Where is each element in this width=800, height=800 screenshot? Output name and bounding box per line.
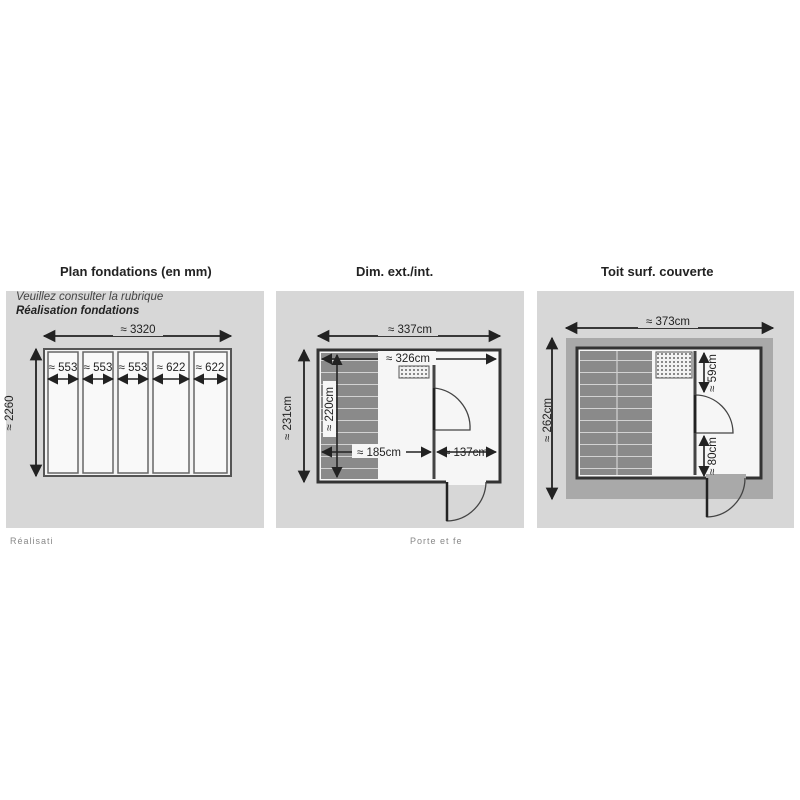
foundation-total-width: ≈ 3320 [120, 324, 156, 336]
outer-door-icon [447, 482, 486, 521]
room1-width-label: ≈ 185cm [356, 447, 402, 459]
ext-width-label: ≈ 337cm [387, 324, 433, 336]
dimensions-title: Dim. ext./int. [356, 264, 434, 279]
dimensions-cut-caption: Porte et fe [410, 536, 463, 546]
foundation-segment-5: ≈ 622 [195, 362, 225, 374]
roof-stove-icon [656, 352, 692, 378]
foundation-total-height: ≈ 2260 [4, 395, 16, 431]
foundation-segment-2: ≈ 553 [83, 362, 113, 374]
roof-width-label: ≈ 373cm [645, 316, 691, 328]
foundation-segment-3: ≈ 553 [118, 362, 148, 374]
dimensions-plan [282, 322, 500, 521]
int-width-label: ≈ 326cm [385, 353, 431, 365]
foundation-plan [4, 322, 231, 476]
foundation-title: Plan fondations (en mm) [60, 264, 212, 279]
roof-height-label: ≈ 262cm [542, 397, 554, 443]
ext-height-label: ≈ 231cm [282, 395, 294, 441]
roof-title: Toit surf. couverte [601, 264, 714, 279]
stove-icon [399, 366, 429, 378]
roof-bench [580, 351, 652, 475]
foundation-segment-4: ≈ 622 [156, 362, 186, 374]
roof-lower-label: ≈ 80cm [707, 437, 719, 475]
room2-width-label: ≈ 137cm [443, 447, 489, 459]
roof-upper-label: ≈ 59cm [707, 354, 719, 392]
foundation-note-link: Réalisation fondations [16, 305, 140, 317]
foundation-segment-1: ≈ 553 [48, 362, 78, 374]
int-height-label: ≈ 220cm [324, 386, 336, 432]
foundation-cut-caption: Réalisati [10, 536, 54, 546]
roof-plan [542, 314, 773, 517]
foundation-note: Veuillez consulter la rubrique [16, 291, 164, 303]
